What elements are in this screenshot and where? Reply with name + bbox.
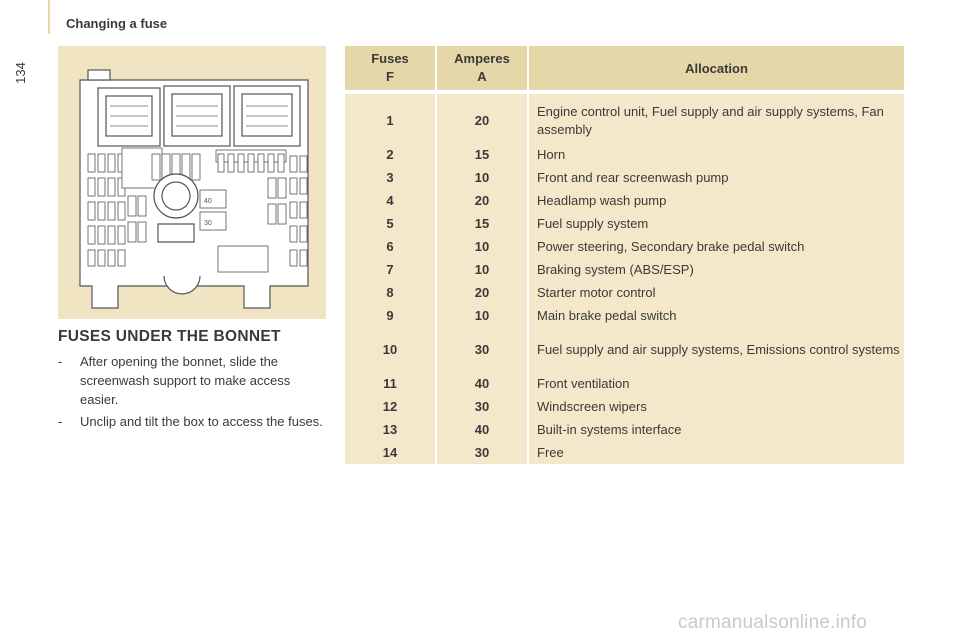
fuse-number: 14: [345, 441, 436, 464]
fuse-amperes: 15: [436, 143, 528, 166]
fuse-allocation: Front ventilation: [528, 372, 904, 395]
table-row: [345, 304, 904, 327]
instruction-text: After opening the bonnet, slide the screenwash support to make access easier.: [80, 354, 291, 407]
fuse-number: 6: [345, 235, 436, 258]
header-amperes-unit: A: [477, 69, 487, 84]
fuse-amperes: 30: [436, 441, 528, 464]
fuse-allocation: Braking system (ABS/ESP): [528, 258, 904, 281]
header-allocation: Allocation: [528, 46, 904, 90]
fuse-allocation: Main brake pedal switch: [528, 304, 904, 327]
table-row: [345, 166, 904, 189]
table-row: [345, 235, 904, 258]
fuse-allocation: Headlamp wash pump: [528, 189, 904, 212]
header-amperes: [436, 46, 528, 90]
relay-label-30: 30: [204, 220, 212, 227]
fuse-table-body: [345, 94, 904, 464]
instruction-item: [58, 352, 326, 409]
fuse-allocation: Starter motor control: [528, 281, 904, 304]
fuse-allocation: Horn: [528, 143, 904, 166]
fuse-number: 1: [345, 94, 436, 143]
table-row: [345, 327, 904, 372]
fuse-amperes: 20: [436, 281, 528, 304]
fuse-number: 13: [345, 418, 436, 441]
fuse-allocation: Front and rear screenwash pump: [528, 166, 904, 189]
section-heading: FUSES UNDER THE BONNET: [58, 328, 281, 345]
instructions-list: [58, 352, 326, 434]
table-row: [345, 189, 904, 212]
fuse-box-illustration: [58, 46, 326, 319]
header-fuses-unit: F: [386, 69, 394, 84]
fuse-box-drawing: [58, 46, 326, 319]
fuse-table: [345, 46, 904, 464]
fuse-amperes: 20: [436, 189, 528, 212]
table-row: [345, 418, 904, 441]
bullet-dash: -: [58, 414, 63, 429]
fuse-number: 11: [345, 372, 436, 395]
fuse-amperes: 30: [436, 327, 528, 372]
fuse-amperes: 30: [436, 395, 528, 418]
fuse-number: 3: [345, 166, 436, 189]
table-row: [345, 94, 904, 143]
bullet-dash: -: [58, 354, 63, 369]
fuse-amperes: 10: [436, 166, 528, 189]
fuse-amperes: 10: [436, 258, 528, 281]
fuse-allocation: Engine control unit, Fuel supply and air supply systems, Fan assembly: [528, 94, 904, 143]
fuse-amperes: 10: [436, 235, 528, 258]
header-amperes-label: Amperes: [454, 51, 510, 66]
section-title: Changing a fuse: [66, 16, 168, 31]
table-row: [345, 143, 904, 166]
fuse-amperes: 40: [436, 372, 528, 395]
fuse-allocation: Power steering, Secondary brake pedal switch: [528, 235, 904, 258]
fuse-amperes: 40: [436, 418, 528, 441]
fuse-number: 9: [345, 304, 436, 327]
table-row: [345, 372, 904, 395]
fuse-number: 2: [345, 143, 436, 166]
fuse-number: 5: [345, 212, 436, 235]
fuse-number: 4: [345, 189, 436, 212]
fuse-number: 8: [345, 281, 436, 304]
instruction-text: Unclip and tilt the box to access the fuses.: [80, 414, 323, 429]
header-fuses: [345, 46, 436, 90]
fuse-allocation: Free: [528, 441, 904, 464]
header-fuses-label: Fuses: [371, 51, 409, 66]
table-row: [345, 212, 904, 235]
relay-label-40: 40: [204, 198, 212, 205]
instruction-item: [58, 412, 326, 431]
fuse-number: 10: [345, 327, 436, 372]
fuse-allocation: Built-in systems interface: [528, 418, 904, 441]
fuse-amperes: 10: [436, 304, 528, 327]
fuse-allocation: Fuel supply and air supply systems, Emissions control systems: [528, 327, 904, 372]
watermark-text: carmanualsonline.info: [678, 612, 868, 633]
table-row: [345, 281, 904, 304]
fuse-amperes: 20: [436, 94, 528, 143]
fuse-allocation: Fuel supply system: [528, 212, 904, 235]
table-row: [345, 258, 904, 281]
fuse-number: 7: [345, 258, 436, 281]
table-row: [345, 395, 904, 418]
fuse-amperes: 15: [436, 212, 528, 235]
fuse-number: 12: [345, 395, 436, 418]
page-number: 134: [13, 62, 28, 84]
header-rule: [48, 0, 50, 34]
fuse-allocation: Windscreen wipers: [528, 395, 904, 418]
table-row: [345, 441, 904, 464]
